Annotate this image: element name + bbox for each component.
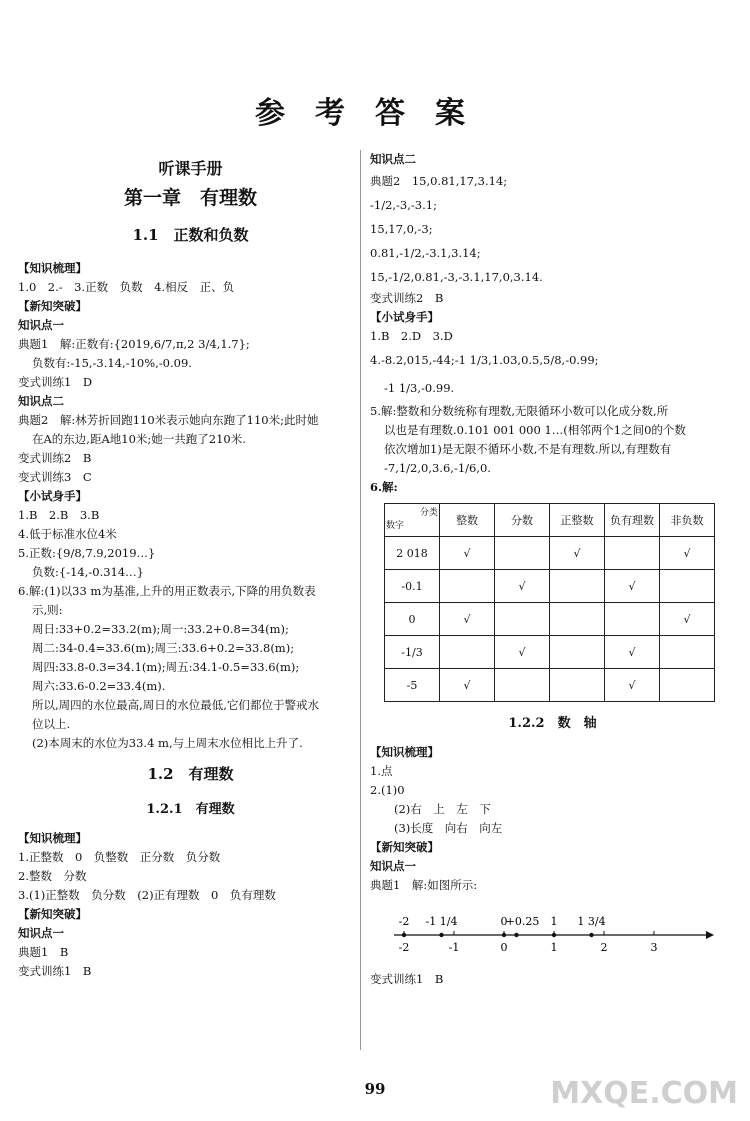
number-line-point-label: +0.25 xyxy=(505,915,540,928)
text-line: 6.解: xyxy=(370,480,398,494)
text-line: -7,1/2,0,3.6,-1/6,0. xyxy=(384,461,491,475)
text-line: -1 1/3,-0.99. xyxy=(384,381,455,395)
book-heading: 听课手册 xyxy=(158,159,223,178)
text-line: 1.B 2.D 3.D xyxy=(370,329,453,343)
table-row xyxy=(385,636,715,669)
text-line: 负数有:-15,-3.14,-10%,-0.09. xyxy=(32,356,192,370)
table-cell xyxy=(660,570,715,603)
text-line: 【知识梳理】 xyxy=(18,831,87,845)
number-line-tick-label: 3 xyxy=(650,941,658,954)
table-cell xyxy=(495,669,550,702)
text-line: 知识点二 xyxy=(18,394,64,408)
number-line-point xyxy=(402,933,406,937)
row-label: 0 xyxy=(385,603,440,636)
text-line: 变式训练1 B xyxy=(18,964,92,978)
text-line: 6.解:(1)以33 m为基准,上升的用正数表示,下降的用负数表 xyxy=(18,584,316,598)
table-cell xyxy=(495,603,550,636)
chapter-heading: 第一章 有理数 xyxy=(123,187,257,209)
table-row xyxy=(385,537,715,570)
text-line: (2)右 上 左 下 xyxy=(394,802,491,816)
table-row xyxy=(385,603,715,636)
table-header-row xyxy=(385,504,715,537)
table-cell xyxy=(660,669,715,702)
table-corner-cell xyxy=(385,504,440,537)
text-line: (2)本周末的水位为33.4 m,与上周末水位相比上升了. xyxy=(32,736,303,750)
table-cell: √ xyxy=(440,603,495,636)
corner-bottom-label: 数字 xyxy=(386,521,405,531)
text-line: 知识点一 xyxy=(370,859,416,873)
table-cell: √ xyxy=(550,537,605,570)
table-cell: √ xyxy=(605,570,660,603)
number-line-point xyxy=(552,933,556,937)
text-line: 负数:{-14,-0.314…} xyxy=(32,565,144,579)
text-line: 位以上. xyxy=(32,717,71,731)
text-line: 典题1 解:如图所示: xyxy=(370,878,478,892)
page-number: 99 xyxy=(364,1080,386,1098)
number-line-tick-label: -2 xyxy=(398,941,410,954)
number-line-point xyxy=(439,933,443,937)
table-cell xyxy=(550,636,605,669)
table-cell xyxy=(440,636,495,669)
text-line: 4.-8.2,015,-44;-1 1/3,1.03,0.5,5/8,-0.99; xyxy=(370,353,599,367)
table-cell xyxy=(440,570,495,603)
text-line: 【小试身手】 xyxy=(370,310,439,324)
table-cell xyxy=(550,669,605,702)
table-cell xyxy=(495,537,550,570)
table-cell: √ xyxy=(440,537,495,570)
text-line: 周四:33.8-0.3=34.1(m);周五:34.1-0.5=33.6(m); xyxy=(32,660,300,674)
text-line: 典题1 B xyxy=(18,945,69,959)
table-cell xyxy=(550,603,605,636)
table-cell: √ xyxy=(495,570,550,603)
text-line: 变式训练2 B xyxy=(18,451,92,465)
text-line: 变式训练3 C xyxy=(18,470,92,484)
text-line: (3)长度 向右 向左 xyxy=(394,821,503,835)
row-label: -1/3 xyxy=(385,636,440,669)
text-line: 5.解:整数和分数统称有理数,无限循环小数可以化成分数,所 xyxy=(370,404,669,418)
number-line-point-label: 1 xyxy=(550,915,558,928)
text-line: 5.正数:{9/8,7.9,2019…} xyxy=(18,546,156,560)
text-line: 知识点一 xyxy=(18,318,64,332)
text-line: 变式训练1 D xyxy=(18,375,93,389)
number-line xyxy=(394,905,714,963)
table-header: 负有理数 xyxy=(605,504,660,537)
text-line: 典题2 解:林芳折回跑110米表示她向东跑了110米;此时她 xyxy=(18,413,319,427)
table-cell: √ xyxy=(605,669,660,702)
number-line-point-label: -1 1/4 xyxy=(425,915,458,928)
right-lines xyxy=(370,150,735,497)
table-cell: √ xyxy=(495,636,550,669)
text-line: 周日:33+0.2=33.2(m);周一:33.2+0.8=34(m); xyxy=(32,622,289,636)
text-line: 15,17,0,-3; xyxy=(370,222,433,236)
row-label: -0.1 xyxy=(385,570,440,603)
text-line: 以也是有理数.0.101 001 000 1…(相邻两个1之间0的个数 xyxy=(384,423,686,437)
text-line: 【知识梳理】 xyxy=(370,745,439,759)
section-heading-2: 1.2 有理数 xyxy=(147,765,234,783)
classification-table xyxy=(384,503,715,702)
text-line: -1/2,-3,-3.1; xyxy=(370,198,437,212)
table-cell: √ xyxy=(660,603,715,636)
table-header: 整数 xyxy=(440,504,495,537)
table-header: 非负数 xyxy=(660,504,715,537)
text-line: 【新知突破】 xyxy=(18,907,87,921)
text-line: 依次增加1)是无限不循环小数,不是有理数.所以,有理数有 xyxy=(384,442,672,456)
text-line: 4.低于标准水位4米 xyxy=(18,527,117,541)
text-line: 所以,周四的水位最高,周日的水位最低,它们都位于警戒水 xyxy=(32,698,319,712)
text-line: 变式训练1 B xyxy=(370,972,444,986)
table-cell xyxy=(550,570,605,603)
left-lines xyxy=(18,259,363,753)
text-line: 【小试身手】 xyxy=(18,489,87,503)
watermark-logo: MXQE.COM xyxy=(550,1076,738,1111)
text-line: 1.B 2.B 3.B xyxy=(18,508,100,522)
text-line: 示,则: xyxy=(32,603,63,617)
row-label: 2 018 xyxy=(385,537,440,570)
text-line: 【新知突破】 xyxy=(18,299,87,313)
row-label: -5 xyxy=(385,669,440,702)
text-line: 典题1 解:正数有:{2019,6/7,π,2 3/4,1.7}; xyxy=(18,337,250,351)
text-line: 周二:34-0.4=33.6(m);周三:33.6+0.2=33.8(m); xyxy=(32,641,295,655)
text-line: 【知识梳理】 xyxy=(18,261,87,275)
text-line: 知识点二 xyxy=(370,152,416,166)
text-line: 周六:33.6-0.2=33.4(m). xyxy=(32,679,166,693)
table-cell: √ xyxy=(660,537,715,570)
text-line: 变式训练2 B xyxy=(370,291,444,305)
text-line: 0.81,-1/2,-3.1,3.14; xyxy=(370,246,481,260)
number-line-point xyxy=(502,933,506,937)
left-column xyxy=(18,150,363,981)
table-cell xyxy=(605,603,660,636)
section-heading: 1.1 正数和负数 xyxy=(132,226,249,244)
table-header: 分数 xyxy=(495,504,550,537)
right-lines-2 xyxy=(370,743,735,895)
subsection-heading-2: 1.2.2 数 轴 xyxy=(508,716,597,731)
table-row xyxy=(385,570,715,603)
left-lines-2 xyxy=(18,829,363,981)
number-line-point xyxy=(589,933,593,937)
subsection-heading: 1.2.1 有理数 xyxy=(146,802,235,817)
number-line-point-label: -2 xyxy=(398,915,410,928)
page-title: 参考答案 xyxy=(255,96,495,131)
text-line: 知识点一 xyxy=(18,926,64,940)
text-line: 2.整数 分数 xyxy=(18,869,87,883)
number-line-tick-label: 1 xyxy=(550,941,558,954)
number-line-tick-label: -1 xyxy=(448,941,460,954)
table-header: 正整数 xyxy=(550,504,605,537)
text-line: 15,-1/2,0.81,-3,-3.1,17,0,3.14. xyxy=(370,270,543,284)
number-line-point-label: 1 3/4 xyxy=(577,915,606,928)
table-cell: √ xyxy=(440,669,495,702)
table-cell xyxy=(605,537,660,570)
text-line: 1.0 2.- 3.正数 负数 4.相反 正、负 xyxy=(18,280,235,294)
text-line: 2.(1)0 xyxy=(370,783,405,797)
text-line: 1.正整数 0 负整数 正分数 负分数 xyxy=(18,850,221,864)
number-line-point xyxy=(514,933,518,937)
number-line-tick-label: 2 xyxy=(600,941,608,954)
corner-top-label: 分类 xyxy=(419,508,438,518)
text-line: 在A的东边,距A地10米;她一共跑了210米. xyxy=(32,432,246,446)
text-line: 【新知突破】 xyxy=(370,840,439,854)
text-line: 1.点 xyxy=(370,764,393,778)
table-cell xyxy=(660,636,715,669)
number-line-point-label: 0 xyxy=(500,915,508,928)
text-line: 典题2 15,0.81,17,3.14; xyxy=(370,174,508,188)
number-line-tick-label: 0 xyxy=(500,941,508,954)
right-column xyxy=(370,150,735,989)
text-line: 3.(1)正整数 负分数 (2)正有理数 0 负有理数 xyxy=(18,888,276,902)
table-row xyxy=(385,669,715,702)
table-cell: √ xyxy=(605,636,660,669)
